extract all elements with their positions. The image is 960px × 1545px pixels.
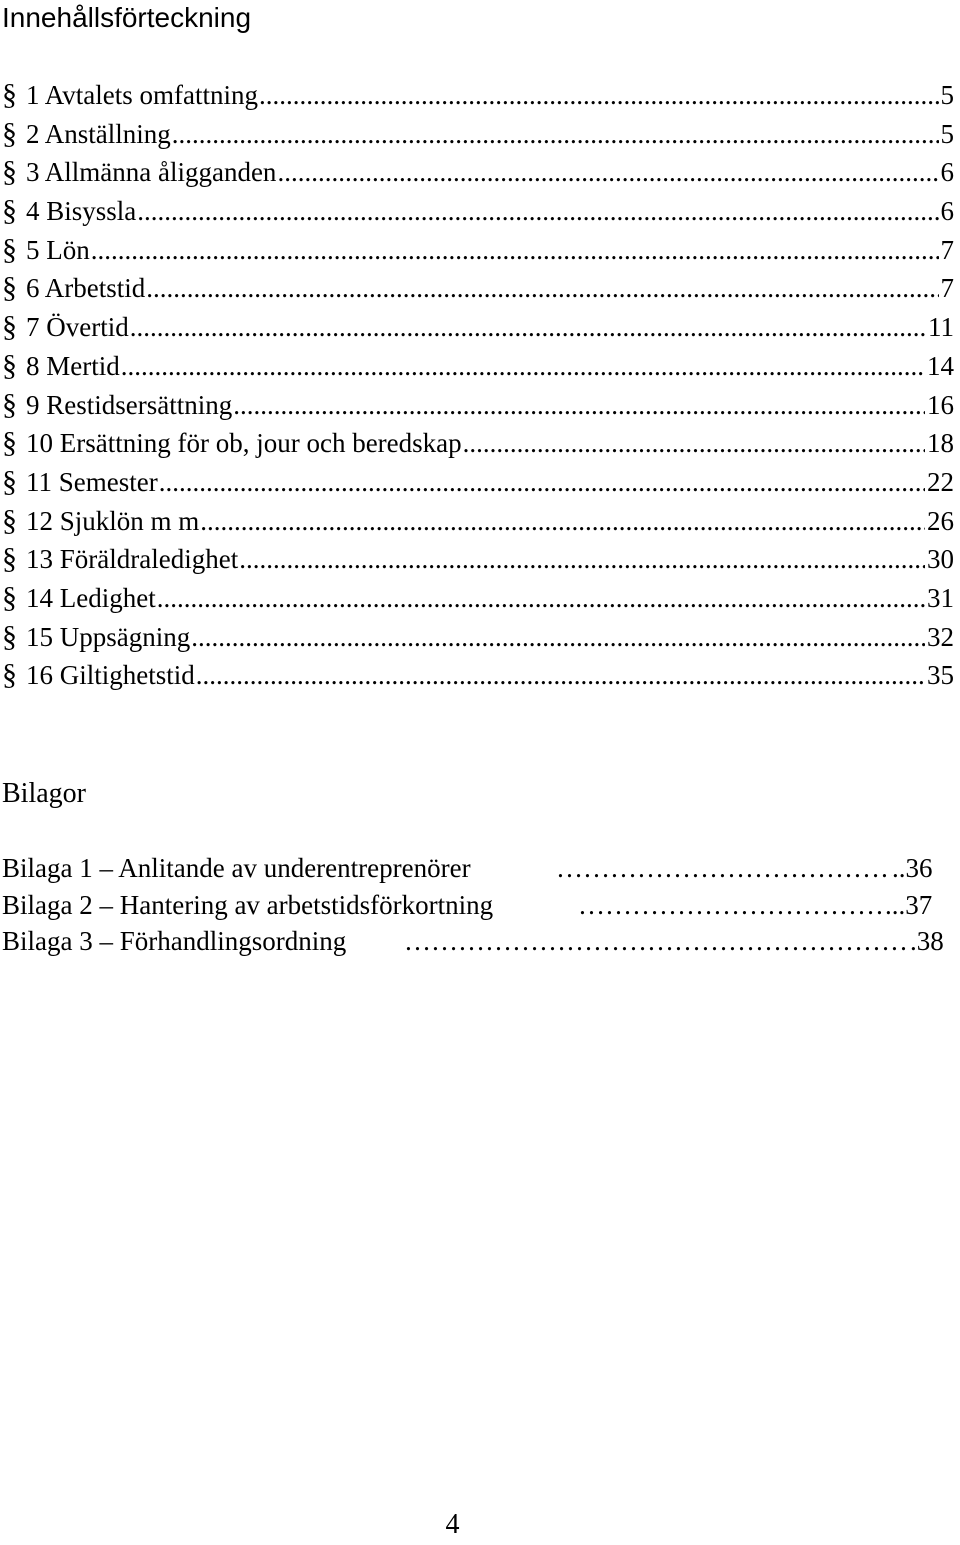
toc-entry-title: 5 Lön [26, 234, 90, 265]
section-symbol: § [2, 232, 17, 266]
toc-entry-page: 32 [927, 621, 954, 652]
appendices-list [0, 850, 960, 960]
toc-entry-page: 14 [927, 350, 954, 381]
toc-entry-page: 30 [927, 544, 954, 575]
dot-leader [159, 463, 925, 502]
toc-entry-title: 15 Uppsägning [26, 621, 191, 652]
dot-leader [191, 618, 925, 657]
toc-entry-page: 5 [940, 80, 954, 110]
toc-entry-title: 8 Mertid [26, 350, 120, 381]
toc-entry-page: 6 [940, 157, 954, 188]
appendix-entry[interactable] [0, 923, 960, 960]
dot-leader [239, 540, 925, 579]
section-symbol: § [2, 426, 17, 460]
section-symbol: § [2, 310, 17, 344]
toc-entry[interactable] [0, 269, 960, 308]
appendix-entry[interactable] [0, 887, 960, 924]
toc-entry-page: 7 [940, 234, 954, 265]
toc-entry-title: 9 Restidsersättning [26, 389, 233, 420]
toc-entry[interactable] [0, 618, 960, 657]
dot-leader [200, 502, 925, 541]
toc-entry-title: 7 Övertid [26, 312, 129, 343]
toc-entry[interactable] [0, 153, 960, 192]
section-symbol: § [2, 619, 17, 653]
section-symbol: § [2, 503, 17, 537]
dot-leader [277, 153, 938, 192]
appendices-heading: Bilagor [2, 778, 86, 809]
toc-entry-title: 13 Föräldraledighet [26, 544, 239, 575]
dot-leader [130, 308, 926, 347]
toc-entry-title: 12 Sjuklön m m [26, 505, 200, 536]
section-symbol: § [2, 387, 17, 421]
toc-entry-page: 26 [927, 505, 954, 536]
toc-entry[interactable] [0, 502, 960, 541]
dot-leader [233, 386, 925, 425]
appendix-title: Bilaga 3 – Förhandlingsordning [2, 926, 347, 956]
toc-entry[interactable] [0, 347, 960, 386]
line-leader [404, 923, 910, 960]
dot-leader [172, 115, 939, 154]
toc-entry-page: 5 [940, 118, 954, 149]
toc-entry-title: 11 Semester [26, 466, 158, 497]
toc-entry[interactable] [0, 579, 960, 618]
section-symbol: § [2, 155, 17, 189]
section-symbol: § [2, 464, 17, 498]
appendix-title: Bilaga 2 – Hantering av arbetstidsförkortning [2, 889, 494, 920]
toc-entry-page: 11 [928, 312, 954, 343]
toc-entry-title: 6 Arbetstid [26, 273, 146, 304]
section-symbol: § [2, 348, 17, 382]
section-symbol: § [2, 194, 17, 228]
toc-entry[interactable] [0, 192, 960, 231]
section-symbol: § [2, 580, 17, 614]
toc-entry-title: 10 Ersättning för ob, jour och beredskap [26, 428, 462, 459]
toc-entry-page: 16 [927, 389, 954, 420]
dot-leader [196, 656, 925, 695]
toc-entry-title: 16 Giltighetstid [26, 660, 195, 691]
toc-entry-page: 18 [927, 428, 954, 459]
toc-entry-title: 4 Bisyssla [26, 196, 137, 227]
dot-leader [463, 424, 925, 463]
document-heading: Innehållsförteckning [2, 2, 252, 33]
section-symbol: § [2, 658, 17, 692]
dot-leader [157, 579, 925, 618]
toc-entry-page: 31 [927, 582, 954, 613]
page-number: 4 [445, 1509, 460, 1540]
toc-entry[interactable] [0, 463, 960, 502]
toc-entry[interactable] [0, 231, 960, 270]
dot-leader [121, 347, 925, 386]
section-symbol: § [2, 271, 17, 305]
dot-leader [259, 76, 939, 115]
section-symbol: § [2, 116, 17, 150]
toc-entry[interactable] [0, 308, 960, 347]
toc-entry-page: 22 [927, 466, 954, 497]
toc-entry[interactable] [0, 424, 960, 463]
toc-entry-title: 1 Avtalets omfattning [26, 80, 258, 110]
appendix-page: .38 [910, 926, 944, 956]
dot-leader [146, 269, 938, 308]
dot-leader [137, 192, 938, 231]
appendix-title: Bilaga 1 – Anlitande av underentreprenörer [2, 853, 471, 883]
toc-entry-title: 3 Allmänna åligganden [26, 157, 277, 188]
appendix-page: ...37 [885, 889, 933, 920]
section-symbol: § [2, 78, 17, 111]
toc-entry[interactable] [0, 540, 960, 579]
toc-entry-page: 6 [940, 196, 954, 227]
line-leader [578, 887, 885, 924]
line-leader [556, 850, 892, 887]
section-symbol: § [2, 542, 17, 576]
toc-entry-title: 14 Ledighet [26, 582, 156, 613]
toc-entry-title: 2 Anställning [26, 118, 171, 149]
toc-entry-page: 35 [927, 660, 954, 691]
toc-entry[interactable] [0, 386, 960, 425]
appendix-page: ..36 [892, 853, 933, 883]
toc-entry[interactable] [0, 76, 960, 115]
table-of-contents [0, 76, 960, 695]
toc-entry-page: 7 [940, 273, 954, 304]
toc-entry[interactable] [0, 115, 960, 154]
dot-leader [91, 231, 939, 270]
toc-entry[interactable] [0, 656, 960, 695]
appendix-entry[interactable] [0, 850, 960, 887]
